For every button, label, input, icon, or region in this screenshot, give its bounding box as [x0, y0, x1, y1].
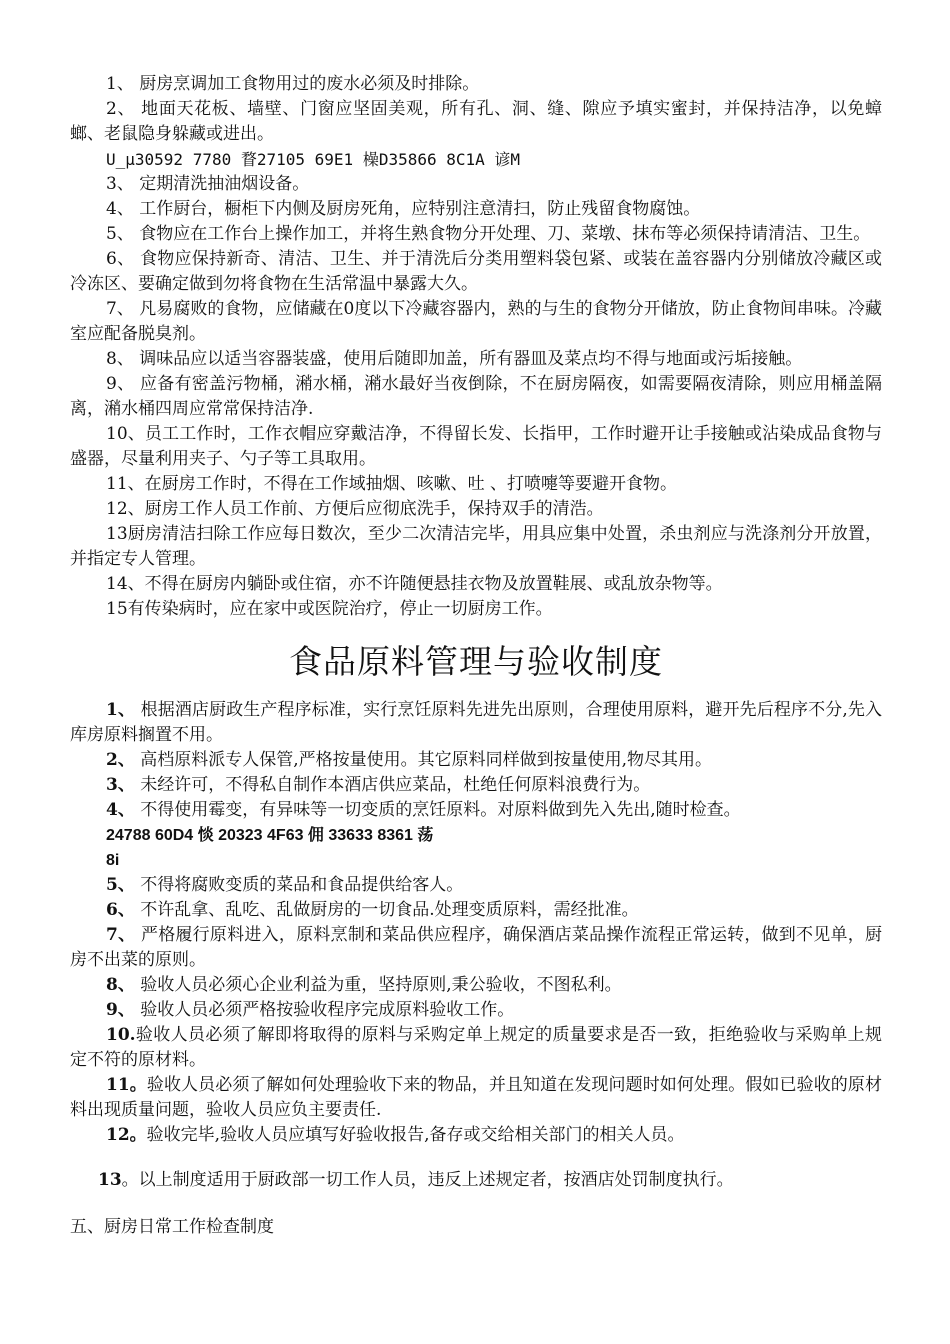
rule-item: 14、不得在厨房内躺卧或住宿，亦不许随便悬挂衣物及放置鞋展、或乱放杂物等。 [106, 574, 723, 594]
item-number: 5、 [106, 875, 135, 895]
item-text: 根据酒店厨政生产程序标准，实行烹饪原料先进先出原则，合理使用原料，避开先后程序不分,先入库房原料搁置不用。 [70, 700, 882, 745]
section-five-title: 五、厨房日常工作检查制度 [70, 1217, 274, 1237]
garbled-text-line: U_μ30592 7780 瞀27105 69E1 橾D35866 8C1A 谚M [106, 150, 521, 169]
item-text: 验收人员必须了解即将取得的原料与采购定单上规定的质量要求是否一致，拒绝验收与采购单上规定不符的原材料。 [70, 1025, 882, 1070]
item-text: 验收人员必须了解如何处理验收下来的物品，并且知道在发现问题时如何处理。假如已验收的原材料出现质量问题，验收人员应负主要责任. [70, 1075, 882, 1120]
hygiene-rules-section [70, 72, 882, 622]
rule-item [70, 1023, 882, 1073]
item-text: 验收人员必须心企业利益为重，坚持原则,秉公验收，不图私利。 [134, 975, 622, 995]
rule-item: 12、厨房工作人员工作前、方便后应彻底洗手，保持双手的清浩。 [106, 499, 604, 519]
item-text: 高档原料派专人保管,严格按量使用。其它原料同样做到按量使用,物尽其用。 [134, 750, 713, 770]
ingredient-management-section [70, 698, 882, 1193]
rule-item: 2、 地面天花板、墙壁、门窗应坚固美观，所有孔、洞、缝、隙应予填实蜜封，并保持洁净，以免蟑螂、老鼠隐身躲藏或进出。 [70, 99, 882, 144]
garbled-text-line: 8i [106, 852, 120, 869]
rule-item: 11、在厨房工作时，不得在工作域抽烟、咳嗽、吐 、打喷嚏等要避开食物。 [106, 474, 678, 494]
rule-item: 3、 定期清洗抽油烟设备。 [106, 174, 310, 194]
rule-item: 7、 凡易腐败的食物，应储藏在0度以下冷藏容器内，熟的与生的食物分开储放，防止食物间串味。冷藏室应配备脱臭剂。 [70, 299, 882, 344]
rule-item [70, 773, 882, 798]
rule-item [70, 1168, 882, 1193]
rule-item: 1、 厨房烹调加工食物用过的废水必须及时排除。 [106, 74, 480, 94]
item-number: 12。 [106, 1125, 147, 1145]
item-text: 未经许可，不得私自制作本酒店供应菜品，杜绝任何原料浪费行为。 [134, 775, 651, 795]
item-text: 验收完毕,验收人员应填写好验收报告,备存或交给相关部门的相关人员。 [146, 1125, 685, 1145]
item-number: 11。 [106, 1075, 147, 1095]
rule-item: 10、员工工作时，工作衣帽应穿戴洁净，不得留长发、长指甲，工作时避开让手接触或沾染成品食物与盛器，尽量利用夹子、勺子等工具取用。 [70, 424, 882, 469]
item-number: 3、 [106, 775, 135, 795]
spacer [70, 1148, 882, 1162]
item-number: 2、 [106, 750, 135, 770]
item-text: 验收人员必须严格按验收程序完成原料验收工作。 [134, 1000, 515, 1020]
rule-item [70, 873, 882, 898]
rule-item [70, 973, 882, 998]
item-text: 严格履行原料进入，原料烹制和菜品供应程序，确保酒店菜品操作流程正常运转，做到不见单，厨房不出菜的原则。 [70, 925, 882, 970]
rule-item: 4、 工作厨台，橱柜下内侧及厨房死角，应特别注意清扫，防止残留食物腐蚀。 [106, 199, 701, 219]
item-number: 4、 [106, 800, 135, 820]
item-text: 不得使用霉变，有异味等一切变质的烹饪原料。对原料做到先入先出,随时检查。 [134, 800, 741, 820]
rule-item: 13厨房清洁扫除工作应每日数次，至少二次清洁完毕，用具应集中处置，杀虫剂应与洗涤剂分开放置，并指定专人管理。 [70, 524, 882, 569]
garbled-text-line: 24788 60D4 惔 20323 4F63 佣 33633 8361 荡 [106, 827, 434, 844]
item-text: 。以上制度适用于厨政部一切工作人员，违反上述规定者，按酒店处罚制度执行。 [121, 1170, 734, 1190]
item-text: 不得将腐败变质的菜品和食品提供给客人。 [134, 875, 464, 895]
item-number: 8、 [106, 975, 135, 995]
item-number: 10. [106, 1025, 136, 1045]
rule-item [70, 798, 882, 823]
item-number: 7、 [106, 925, 136, 945]
rule-item: 5、 食物应在工作台上操作加工，并将生熟食物分开处理、刀、菜墩、抹布等必须保持请清洁、卫生。 [106, 224, 871, 244]
rule-item [70, 998, 882, 1023]
section-title: 食品原料管理与验收制度 [289, 642, 663, 681]
item-number: 9、 [106, 1000, 135, 1020]
item-number: 13 [98, 1170, 122, 1190]
rule-item [70, 923, 882, 973]
item-number: 1、 [106, 700, 136, 720]
rule-item [70, 748, 882, 773]
item-number: 6、 [106, 900, 135, 920]
rule-item: 15有传染病时，应在家中或医院治疗，停止一切厨房工作。 [106, 599, 553, 619]
rule-item [70, 698, 882, 748]
item-text: 不许乱拿、乱吃、乱做厨房的一切食品.处理变质原料，需经批准。 [134, 900, 639, 920]
rule-item [70, 898, 882, 923]
rule-item: 6、 食物应保持新奇、清洁、卫生、并于清洗后分类用塑料袋包紧、或装在盖容器内分别储放冷藏区或冷冻区、要确定做到勿将食物在生活常温中暴露大久。 [70, 249, 882, 294]
rule-item [70, 1123, 882, 1148]
rule-item: 9、 应备有密盖污物桶，潲水桶，潲水最好当夜倒除，不在厨房隔夜，如需要隔夜清除，则应用桶盖隔离，潲水桶四周应常常保持洁净. [70, 374, 882, 419]
rule-item: 8、 调味品应以适当容器装盛，使用后随即加盖，所有器皿及菜点均不得与地面或污垢接触。 [106, 349, 803, 369]
rule-item [70, 1073, 882, 1123]
